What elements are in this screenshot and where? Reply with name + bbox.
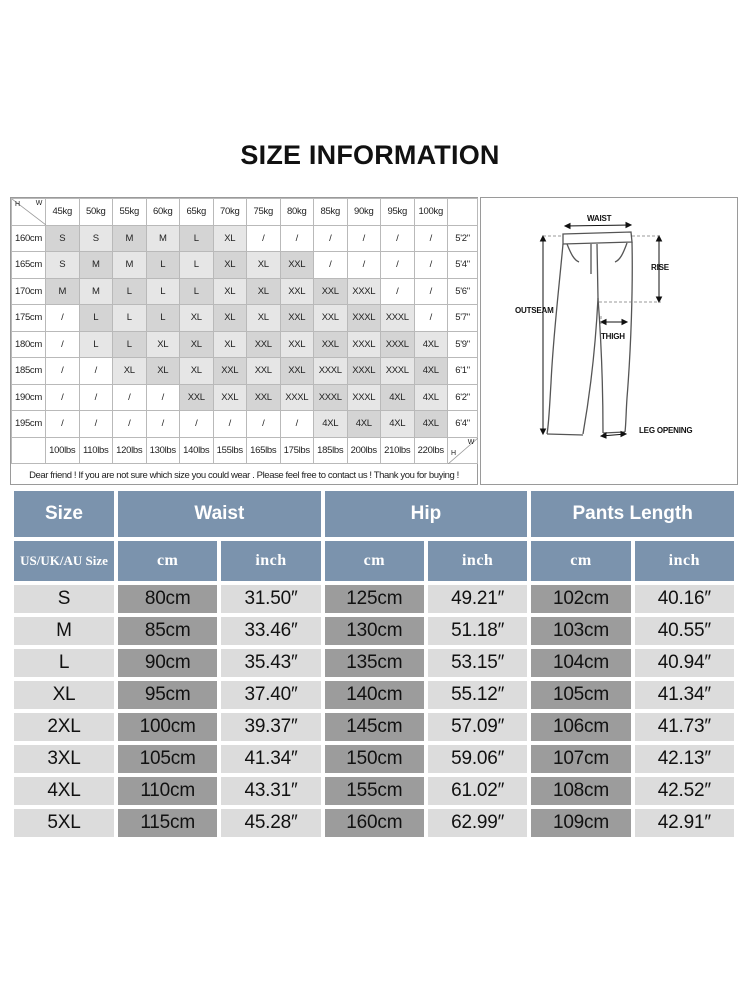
height-ft-label: 5'9"	[448, 331, 478, 358]
grid-size-cell: XXXL	[347, 358, 381, 385]
rise-label: RISE	[651, 263, 669, 272]
grid-size-cell: /	[347, 225, 381, 252]
grid-corner-cell-bottom	[448, 437, 478, 464]
size-table-row	[14, 713, 734, 741]
leg-opening-label: LEG OPENING	[639, 426, 693, 435]
weight-lbs-footer: 100lbs	[46, 437, 80, 464]
pants-measurement-diagram	[480, 197, 738, 485]
header-waist: Waist	[118, 491, 321, 537]
length-cm-value: 103cm	[531, 617, 630, 645]
header-size: Size	[14, 491, 114, 537]
waist-cm-value: 80cm	[118, 585, 217, 613]
grid-size-cell: L	[180, 252, 214, 279]
waist-inch-value: 31.50″	[221, 585, 320, 613]
grid-size-cell: 4XL	[314, 411, 348, 438]
header-pants-length: Pants Length	[531, 491, 734, 537]
weight-lbs-footer: 110lbs	[79, 437, 113, 464]
corner-height-label: H	[15, 201, 20, 208]
grid-size-cell: 4XL	[414, 331, 448, 358]
size-value: L	[14, 649, 114, 677]
grid-weight-lbs-row	[12, 437, 478, 464]
hip-cm-value: 145cm	[325, 713, 424, 741]
size-table	[10, 487, 738, 841]
grid-size-cell: /	[79, 384, 113, 411]
size-value: M	[14, 617, 114, 645]
grid-size-cell: XL	[213, 331, 247, 358]
weight-kg-header: 80kg	[280, 199, 314, 226]
grid-size-cell: /	[46, 411, 80, 438]
weight-kg-header: 95kg	[381, 199, 415, 226]
waist-cm-value: 110cm	[118, 777, 217, 805]
weight-kg-header: 60kg	[146, 199, 180, 226]
weight-kg-header: 65kg	[180, 199, 214, 226]
hip-cm-value: 155cm	[325, 777, 424, 805]
grid-size-cell: XXXL	[314, 384, 348, 411]
weight-kg-header: 85kg	[314, 199, 348, 226]
grid-empty-cell	[448, 199, 478, 226]
grid-size-cell: XL	[113, 358, 147, 385]
grid-size-cell: /	[347, 252, 381, 279]
grid-size-cell: /	[280, 225, 314, 252]
grid-size-cell: XXL	[247, 331, 281, 358]
grid-size-cell: /	[46, 358, 80, 385]
grid-size-cell: M	[113, 252, 147, 279]
height-ft-label: 5'7"	[448, 305, 478, 332]
size-value: 5XL	[14, 809, 114, 837]
grid-size-cell: XXL	[180, 384, 214, 411]
weight-lbs-footer: 130lbs	[146, 437, 180, 464]
grid-size-cell: /	[213, 411, 247, 438]
length-inch-value: 40.94″	[635, 649, 734, 677]
grid-size-cell: /	[414, 252, 448, 279]
grid-size-cell: M	[79, 252, 113, 279]
height-cm-label: 160cm	[12, 225, 46, 252]
size-value: 3XL	[14, 745, 114, 773]
height-cm-label: 190cm	[12, 384, 46, 411]
hip-cm-value: 160cm	[325, 809, 424, 837]
pants-illustration	[481, 198, 737, 484]
height-cm-label: 165cm	[12, 252, 46, 279]
length-cm-value: 109cm	[531, 809, 630, 837]
grid-size-cell: /	[414, 305, 448, 332]
weight-kg-header: 70kg	[213, 199, 247, 226]
length-cm-value: 107cm	[531, 745, 630, 773]
weight-kg-header: 100kg	[414, 199, 448, 226]
grid-size-cell: XL	[247, 305, 281, 332]
grid-size-cell: XL	[180, 358, 214, 385]
grid-size-cell: /	[113, 411, 147, 438]
weight-lbs-footer: 175lbs	[280, 437, 314, 464]
length-inch-value: 42.52″	[635, 777, 734, 805]
height-cm-label: 175cm	[12, 305, 46, 332]
corner-height-label: H	[451, 449, 456, 457]
grid-height-row	[12, 225, 478, 252]
weight-kg-header: 75kg	[247, 199, 281, 226]
grid-size-cell: XXL	[247, 384, 281, 411]
grid-size-cell: XXXL	[381, 305, 415, 332]
weight-lbs-footer: 210lbs	[381, 437, 415, 464]
header-hip: Hip	[325, 491, 528, 537]
grid-size-cell: XXXL	[347, 278, 381, 305]
hip-inch-value: 49.21″	[428, 585, 527, 613]
grid-size-cell: XXL	[280, 358, 314, 385]
waist-inch-value: 43.31″	[221, 777, 320, 805]
grid-size-cell: 4XL	[414, 358, 448, 385]
weight-lbs-footer: 120lbs	[113, 437, 147, 464]
subheader-length-inch: inch	[635, 541, 734, 581]
subheader-length-cm: cm	[531, 541, 630, 581]
grid-size-cell: 4XL	[347, 411, 381, 438]
grid-weight-kg-row	[12, 199, 478, 226]
waist-cm-value: 90cm	[118, 649, 217, 677]
grid-size-cell: /	[381, 225, 415, 252]
grid-size-cell: XXXL	[347, 384, 381, 411]
grid-size-cell: XL	[180, 305, 214, 332]
grid-size-cell: L	[113, 278, 147, 305]
grid-empty-cell	[12, 437, 46, 464]
height-ft-label: 5'2"	[448, 225, 478, 252]
height-ft-label: 6'1"	[448, 358, 478, 385]
grid-size-cell: XL	[247, 278, 281, 305]
grid-size-cell: /	[414, 225, 448, 252]
grid-size-cell: XXL	[247, 358, 281, 385]
grid-size-cell: /	[381, 278, 415, 305]
grid-size-cell: L	[146, 278, 180, 305]
grid-size-cell: 4XL	[381, 411, 415, 438]
subheader-us-uk-au-size: US/UK/AU Size	[14, 541, 114, 581]
grid-size-cell: /	[46, 384, 80, 411]
grid-size-cell: /	[381, 252, 415, 279]
hip-cm-value: 150cm	[325, 745, 424, 773]
grid-size-cell: L	[146, 252, 180, 279]
grid-size-cell: M	[113, 225, 147, 252]
size-table-row	[14, 809, 734, 837]
weight-kg-header: 45kg	[46, 199, 80, 226]
waist-inch-value: 45.28″	[221, 809, 320, 837]
size-table-row	[14, 649, 734, 677]
grid-size-cell: /	[247, 411, 281, 438]
grid-size-cell: /	[280, 411, 314, 438]
grid-size-cell: XXXL	[347, 331, 381, 358]
weight-lbs-footer: 200lbs	[347, 437, 381, 464]
grid-size-cell: XXL	[213, 358, 247, 385]
grid-size-cell: XXL	[280, 305, 314, 332]
grid-size-cell: S	[46, 225, 80, 252]
weight-lbs-footer: 220lbs	[414, 437, 448, 464]
weight-kg-header: 50kg	[79, 199, 113, 226]
grid-size-cell: XXL	[314, 305, 348, 332]
hip-cm-value: 125cm	[325, 585, 424, 613]
height-cm-label: 195cm	[12, 411, 46, 438]
grid-size-cell: XXL	[314, 331, 348, 358]
grid-size-cell: L	[79, 331, 113, 358]
subheader-hip-cm: cm	[325, 541, 424, 581]
weight-height-grid	[10, 197, 478, 485]
length-inch-value: 41.73″	[635, 713, 734, 741]
grid-size-cell: XXL	[314, 278, 348, 305]
size-value: XL	[14, 681, 114, 709]
waist-inch-value: 41.34″	[221, 745, 320, 773]
weight-lbs-footer: 165lbs	[247, 437, 281, 464]
grid-size-cell: XXXL	[381, 358, 415, 385]
hip-inch-value: 57.09″	[428, 713, 527, 741]
grid-size-cell: 4XL	[381, 384, 415, 411]
grid-size-cell: XL	[247, 252, 281, 279]
weight-kg-header: 55kg	[113, 199, 147, 226]
hip-inch-value: 62.99″	[428, 809, 527, 837]
grid-size-cell: XL	[146, 358, 180, 385]
hip-inch-value: 53.15″	[428, 649, 527, 677]
thigh-label: THIGH	[601, 332, 625, 341]
grid-size-cell: XXXL	[314, 358, 348, 385]
grid-size-cell: S	[46, 252, 80, 279]
grid-height-row	[12, 252, 478, 279]
grid-size-cell: /	[314, 225, 348, 252]
grid-size-cell: /	[414, 278, 448, 305]
grid-height-row	[12, 411, 478, 438]
waist-cm-value: 100cm	[118, 713, 217, 741]
grid-size-cell: 4XL	[414, 411, 448, 438]
subheader-hip-inch: inch	[428, 541, 527, 581]
corner-weight-label: W	[467, 438, 474, 446]
grid-size-cell: M	[46, 278, 80, 305]
grid-size-cell: /	[113, 384, 147, 411]
size-value: 4XL	[14, 777, 114, 805]
grid-size-cell: XXXL	[381, 331, 415, 358]
height-cm-label: 170cm	[12, 278, 46, 305]
height-ft-label: 6'4"	[448, 411, 478, 438]
grid-size-cell: M	[79, 278, 113, 305]
grid-size-cell: XXL	[280, 278, 314, 305]
length-inch-value: 40.55″	[635, 617, 734, 645]
height-ft-label: 5'4"	[448, 252, 478, 279]
grid-size-cell: L	[146, 305, 180, 332]
hip-inch-value: 51.18″	[428, 617, 527, 645]
weight-lbs-footer: 155lbs	[213, 437, 247, 464]
grid-size-cell: L	[180, 278, 214, 305]
size-value: 2XL	[14, 713, 114, 741]
weight-lbs-footer: 140lbs	[180, 437, 214, 464]
grid-height-row	[12, 384, 478, 411]
subheader-waist-cm: cm	[118, 541, 217, 581]
grid-size-cell: /	[79, 358, 113, 385]
grid-size-cell: /	[146, 411, 180, 438]
length-inch-value: 41.34″	[635, 681, 734, 709]
grid-size-cell: XXL	[213, 384, 247, 411]
grid-size-cell: M	[146, 225, 180, 252]
height-ft-label: 5'6"	[448, 278, 478, 305]
grid-size-cell: /	[79, 411, 113, 438]
hip-cm-value: 130cm	[325, 617, 424, 645]
length-cm-value: 108cm	[531, 777, 630, 805]
page-title: SIZE INFORMATION	[240, 140, 500, 170]
size-table-row	[14, 617, 734, 645]
hip-inch-value: 59.06″	[428, 745, 527, 773]
grid-size-cell: /	[46, 331, 80, 358]
grid-size-cell: XXXL	[347, 305, 381, 332]
waist-inch-value: 33.46″	[221, 617, 320, 645]
length-cm-value: 102cm	[531, 585, 630, 613]
weight-lbs-footer: 185lbs	[314, 437, 348, 464]
length-inch-value: 42.13″	[635, 745, 734, 773]
corner-weight-label: W	[35, 200, 42, 207]
grid-size-cell: 4XL	[414, 384, 448, 411]
grid-size-cell: /	[314, 252, 348, 279]
grid-size-cell: XXL	[280, 252, 314, 279]
waist-label: WAIST	[587, 214, 612, 223]
grid-size-cell: /	[146, 384, 180, 411]
waist-cm-value: 105cm	[118, 745, 217, 773]
height-cm-label: 185cm	[12, 358, 46, 385]
waist-inch-value: 37.40″	[221, 681, 320, 709]
length-inch-value: 40.16″	[635, 585, 734, 613]
waist-cm-value: 85cm	[118, 617, 217, 645]
size-value: S	[14, 585, 114, 613]
grid-size-cell: L	[113, 331, 147, 358]
hip-cm-value: 140cm	[325, 681, 424, 709]
grid-size-cell: XXXL	[280, 384, 314, 411]
grid-size-cell: XL	[213, 305, 247, 332]
grid-size-cell: XL	[180, 331, 214, 358]
grid-size-cell: XL	[213, 225, 247, 252]
grid-height-row	[12, 305, 478, 332]
waist-inch-value: 39.37″	[221, 713, 320, 741]
grid-size-cell: S	[79, 225, 113, 252]
length-cm-value: 104cm	[531, 649, 630, 677]
grid-size-cell: XL	[213, 252, 247, 279]
size-table-row	[14, 745, 734, 773]
size-table-row	[14, 681, 734, 709]
length-inch-value: 42.91″	[635, 809, 734, 837]
waist-cm-value: 95cm	[118, 681, 217, 709]
grid-size-cell: XL	[213, 278, 247, 305]
length-cm-value: 105cm	[531, 681, 630, 709]
grid-size-cell: XL	[146, 331, 180, 358]
grid-height-row	[12, 278, 478, 305]
grid-height-row	[12, 358, 478, 385]
weight-kg-header: 90kg	[347, 199, 381, 226]
grid-size-cell: /	[46, 305, 80, 332]
length-cm-value: 106cm	[531, 713, 630, 741]
subheader-waist-inch: inch	[221, 541, 320, 581]
hip-cm-value: 135cm	[325, 649, 424, 677]
height-ft-label: 6'2"	[448, 384, 478, 411]
hip-inch-value: 61.02″	[428, 777, 527, 805]
size-table-row	[14, 777, 734, 805]
hip-inch-value: 55.12″	[428, 681, 527, 709]
waist-inch-value: 35.43″	[221, 649, 320, 677]
height-cm-label: 180cm	[12, 331, 46, 358]
grid-size-cell: XXL	[280, 331, 314, 358]
grid-corner-cell	[12, 199, 46, 226]
grid-size-cell: L	[79, 305, 113, 332]
size-notice: Dear friend ! If you are not sure which size you could wear . Please feel free to contact us ! Thank you for buying !	[29, 470, 459, 481]
grid-size-cell: L	[180, 225, 214, 252]
grid-size-cell: L	[113, 305, 147, 332]
waist-cm-value: 115cm	[118, 809, 217, 837]
size-table-row	[14, 585, 734, 613]
outseam-label: OUTSEAM	[515, 306, 554, 315]
grid-size-cell: /	[180, 411, 214, 438]
size-grid-table	[11, 198, 478, 464]
grid-size-cell: /	[247, 225, 281, 252]
grid-height-row	[12, 331, 478, 358]
